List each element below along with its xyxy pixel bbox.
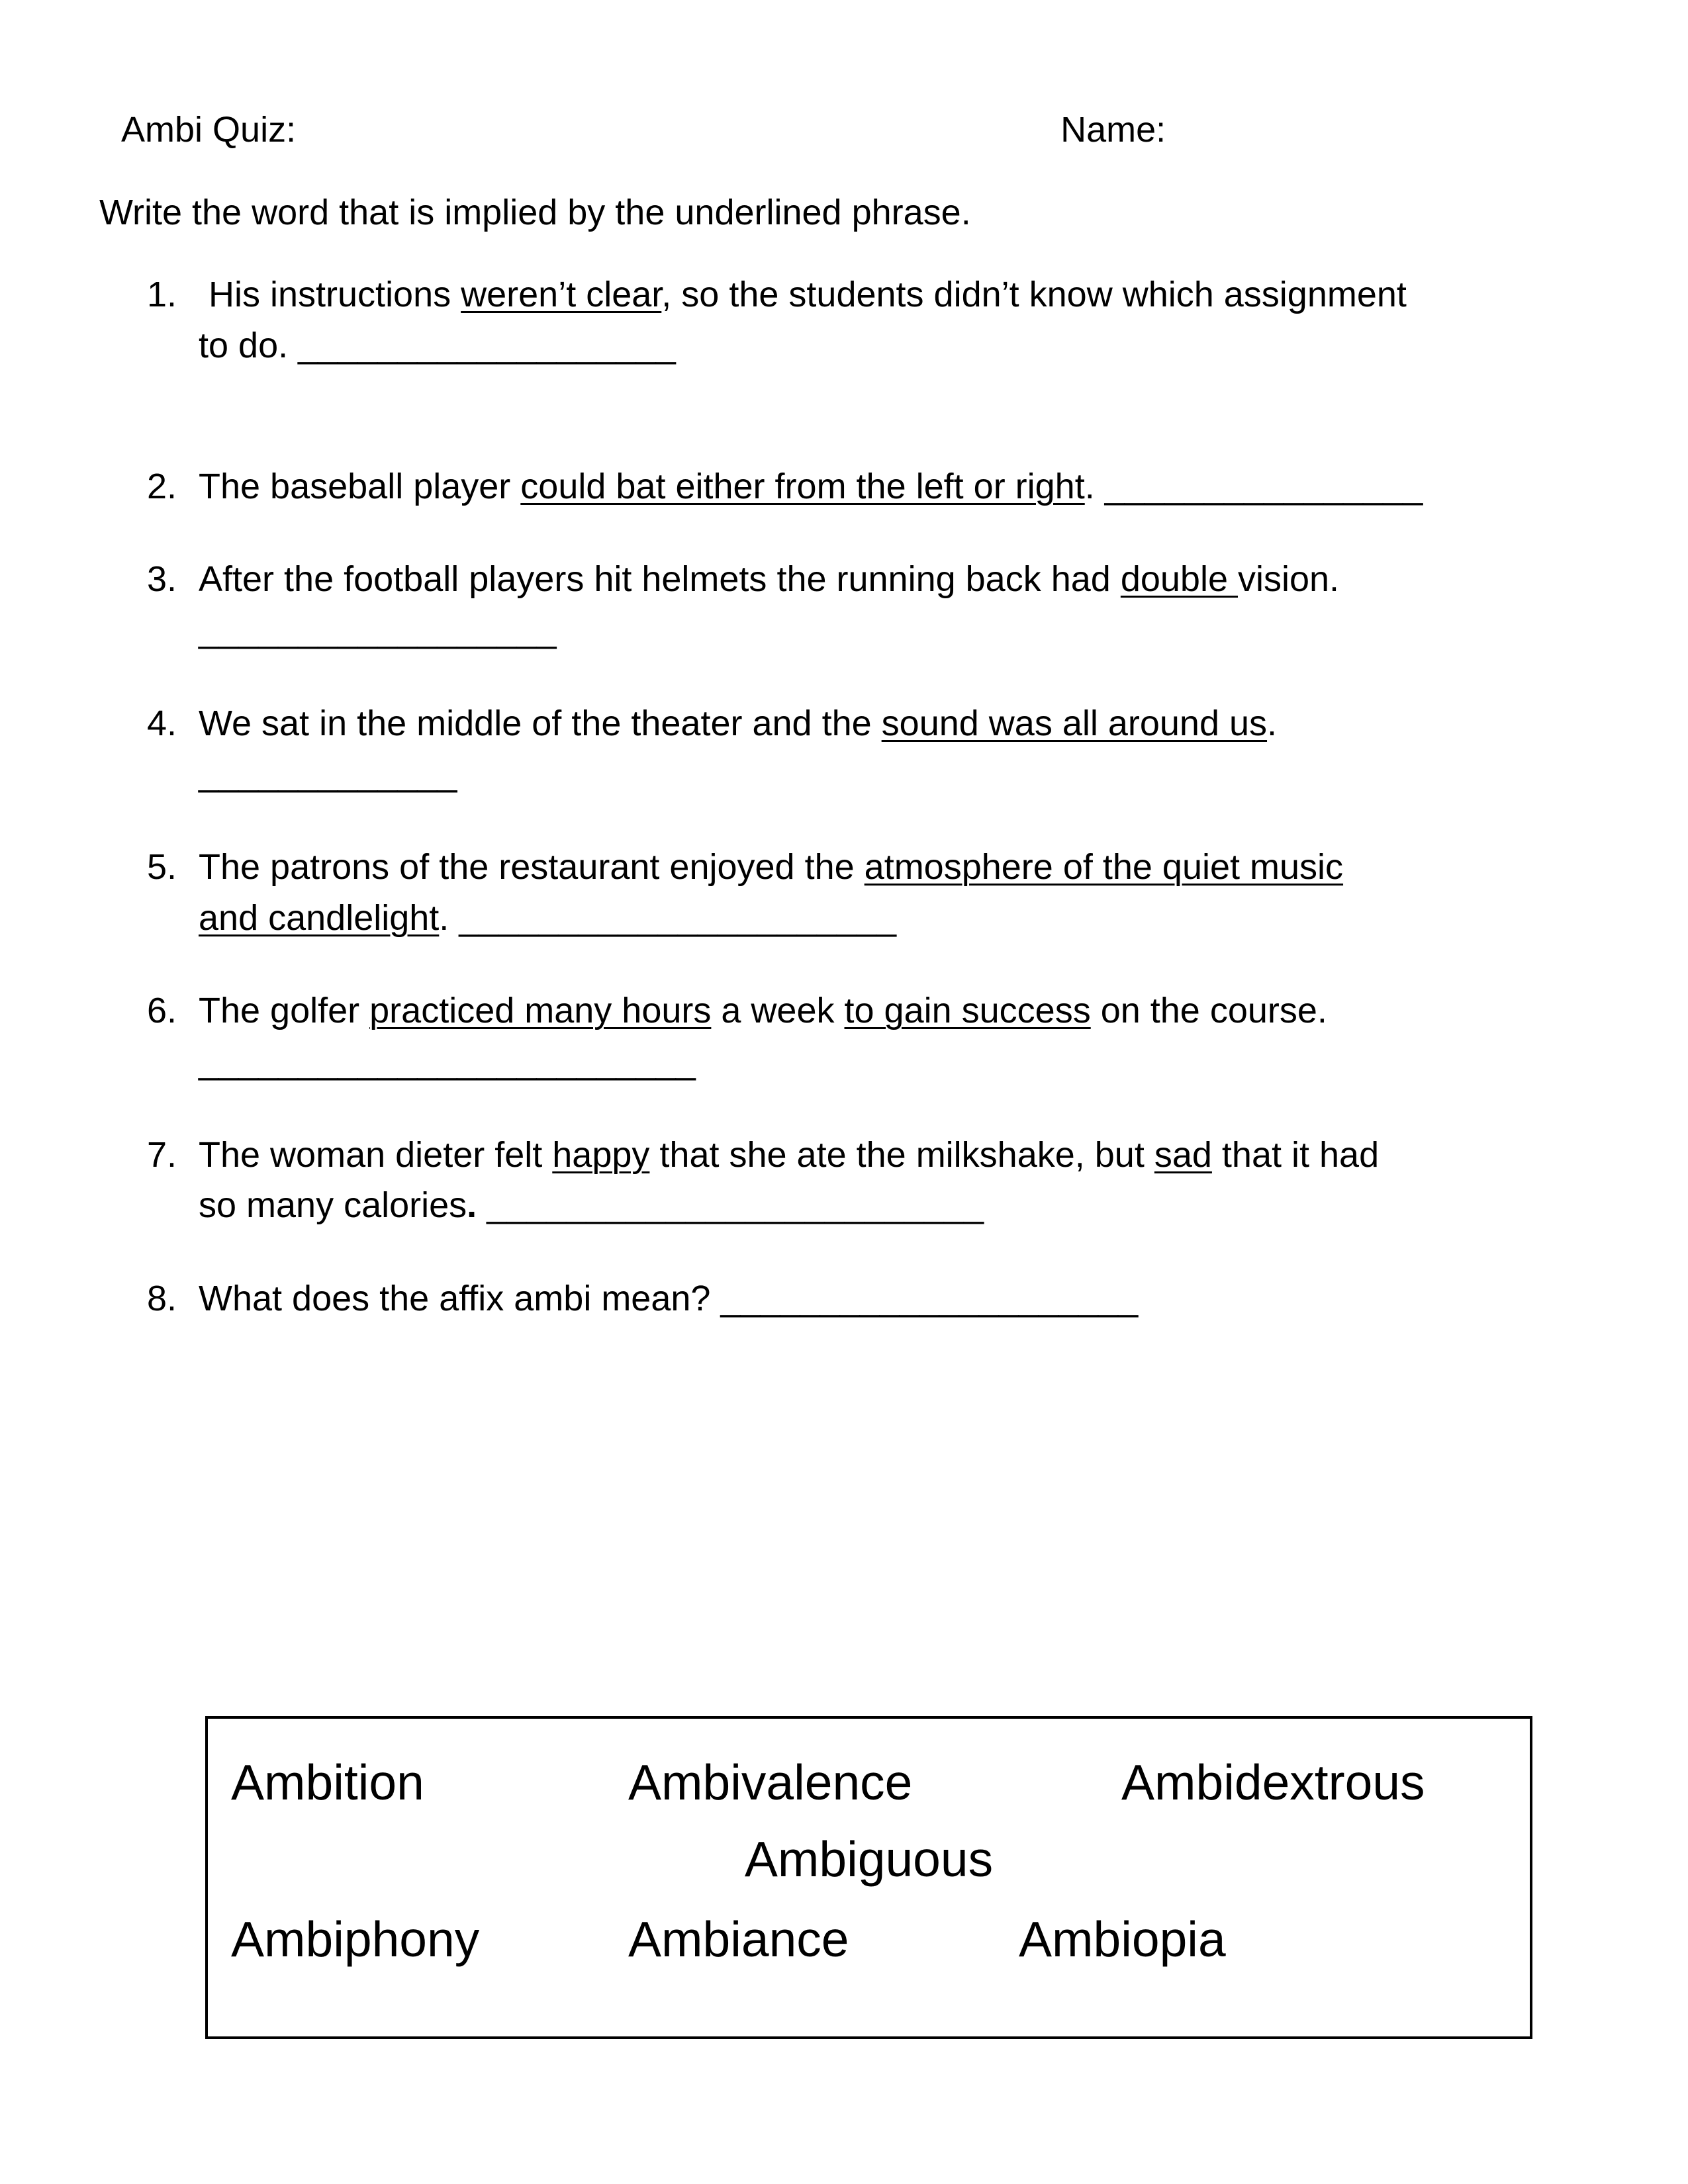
answer-blank-line: _________________________ bbox=[487, 1185, 984, 1226]
text-segment: to do. bbox=[199, 326, 299, 366]
question-number: 6. bbox=[147, 991, 177, 1031]
question-text bbox=[199, 467, 1423, 506]
question-item bbox=[0, 461, 1688, 512]
text-segment: The woman dieter felt bbox=[199, 1134, 553, 1175]
word-bank bbox=[205, 1716, 1532, 2039]
question-text bbox=[199, 991, 1327, 1081]
question-text bbox=[199, 1135, 1379, 1226]
underlined-phrase: double bbox=[1120, 559, 1238, 600]
answer-blank-line: ________________ bbox=[1104, 466, 1423, 506]
text-segment: We sat in the middle of the theater and the bbox=[199, 703, 882, 743]
question-item bbox=[0, 698, 1688, 799]
underlined-phrase: could bat either from the left or right bbox=[520, 466, 1085, 506]
word-bank-row bbox=[231, 1909, 1507, 1971]
question-item bbox=[0, 1273, 1688, 1324]
text-segment: What does the affix ambi mean? bbox=[199, 1279, 721, 1319]
underlined-phrase: and candlelight bbox=[199, 897, 440, 938]
text-segment: . bbox=[1084, 466, 1105, 506]
answer-blank-line: __________________ bbox=[199, 610, 557, 651]
answer-blank-line: ______________________ bbox=[459, 897, 897, 938]
word-bank-row bbox=[231, 1829, 1507, 1891]
answer-blank-line: _____________ bbox=[199, 754, 457, 794]
text-segment: His instructions bbox=[199, 275, 461, 315]
text-segment: that it had bbox=[1211, 1134, 1380, 1175]
underlined-phrase: atmosphere of the quiet music bbox=[864, 847, 1344, 887]
question-number: 4. bbox=[147, 703, 177, 743]
word-bank-word: Ambition bbox=[231, 1754, 424, 1810]
answer-blank-line: _____________________ bbox=[720, 1279, 1139, 1319]
text-segment: The golfer bbox=[199, 991, 370, 1031]
underlined-phrase: practiced many hours bbox=[369, 991, 712, 1031]
text-segment: that she ate the milkshake, but bbox=[649, 1134, 1154, 1175]
instruction-text: Write the word that is implied by the underlined phrase. bbox=[99, 192, 971, 232]
text-segment: . bbox=[467, 1185, 477, 1226]
word-bank-row bbox=[231, 1752, 1507, 1814]
text-segment: After the football players hit helmets the running back had bbox=[199, 559, 1121, 600]
text-segment: . bbox=[439, 897, 459, 938]
word-bank-word: Ambiphony bbox=[231, 1911, 480, 1968]
underlined-phrase: to gain success bbox=[844, 991, 1091, 1031]
question-text bbox=[199, 1279, 1138, 1318]
question-text bbox=[199, 275, 1407, 365]
question-number: 5. bbox=[147, 847, 177, 887]
text-segment: The baseball player bbox=[199, 466, 521, 506]
word-bank-word: Ambiance bbox=[628, 1911, 849, 1968]
question-item bbox=[0, 985, 1688, 1087]
question-number: 2. bbox=[147, 466, 177, 506]
question-item bbox=[0, 842, 1688, 943]
questions-list bbox=[0, 269, 1688, 1324]
question-item bbox=[0, 1130, 1688, 1231]
word-bank-word: Ambidextrous bbox=[1121, 1754, 1425, 1810]
word-bank-word: Ambiguous bbox=[744, 1831, 994, 1887]
question-number: 3. bbox=[147, 559, 177, 600]
text-segment: on the course. bbox=[1090, 991, 1327, 1031]
answer-blank-line: ___________________ bbox=[298, 326, 676, 366]
question-item bbox=[0, 554, 1688, 655]
underlined-phrase: happy bbox=[552, 1134, 650, 1175]
text-segment: . bbox=[1267, 703, 1278, 743]
word-bank-word: Ambiopia bbox=[1019, 1911, 1226, 1968]
text-segment bbox=[477, 1185, 487, 1225]
text-segment: The patrons of the restaurant enjoyed the bbox=[199, 847, 865, 887]
question-item bbox=[0, 269, 1688, 371]
question-text bbox=[199, 704, 1277, 794]
text-segment: a week bbox=[711, 991, 845, 1031]
text-segment: so many calories bbox=[199, 1185, 467, 1226]
quiz-title: Ambi Quiz: bbox=[121, 110, 297, 150]
underlined-phrase: sound was all around us bbox=[881, 703, 1268, 743]
question-text bbox=[199, 559, 1339, 650]
word-bank-word: Ambivalence bbox=[628, 1754, 913, 1810]
header bbox=[0, 0, 1688, 156]
underlined-phrase: sad bbox=[1154, 1134, 1212, 1175]
question-number: 7. bbox=[147, 1134, 177, 1175]
question-number: 8. bbox=[147, 1279, 177, 1319]
text-segment: , so the students didn’t know which assignment bbox=[661, 275, 1407, 315]
text-segment: vision. bbox=[1238, 559, 1340, 600]
question-text bbox=[199, 847, 1343, 938]
question-number: 1. bbox=[147, 275, 177, 315]
answer-blank-line: _________________________ bbox=[199, 1042, 696, 1082]
name-label: Name: bbox=[1060, 110, 1166, 150]
underlined-phrase: weren’t clear bbox=[461, 275, 662, 315]
